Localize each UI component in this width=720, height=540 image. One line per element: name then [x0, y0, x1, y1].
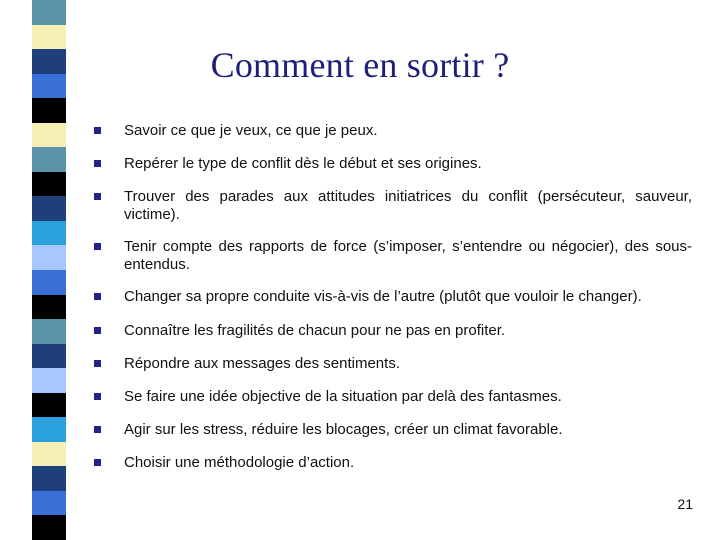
decorative-stripe [32, 442, 66, 467]
bullet-text: Se faire une idée objective de la situation par delà des fantasmes. [124, 387, 562, 405]
square-bullet-icon [94, 293, 101, 300]
bullet-text: Tenir compte des rapports de force (s’imposer, s’entendre ou négocier), des sous-entendus. [124, 238, 692, 274]
bullet-item [94, 355, 692, 373]
square-bullet-icon [94, 327, 101, 334]
decorative-stripe [32, 0, 66, 25]
square-bullet-icon [94, 426, 101, 433]
bullet-text: Trouver des parades aux attitudes initiatrices du conflit (persécuteur, sauveur, victime). [124, 188, 692, 224]
bullet-item [94, 322, 692, 340]
bullet-item [94, 238, 692, 274]
bullet-item [94, 122, 692, 140]
decorative-stripe [32, 466, 66, 491]
bullet-text: Repérer le type de conflit dès le début et ses origines. [124, 155, 482, 173]
page-number: 21 [677, 496, 693, 512]
square-bullet-icon [94, 243, 101, 250]
decorative-stripe [32, 515, 66, 540]
bullet-item [94, 454, 692, 472]
bullet-text: Répondre aux messages des sentiments. [124, 354, 400, 372]
decorative-stripe [32, 147, 66, 172]
square-bullet-icon [94, 393, 101, 400]
decorative-stripe [32, 491, 66, 516]
decorative-stripe [32, 98, 66, 123]
bullet-item [94, 388, 692, 406]
bullet-text: Changer sa propre conduite vis-à-vis de l’autre (plutôt que vouloir le changer). [124, 288, 642, 306]
decorative-stripe [32, 196, 66, 221]
decorative-stripe [32, 344, 66, 369]
decorative-stripe [32, 393, 66, 418]
decorative-stripe [32, 123, 66, 148]
decorative-stripe [32, 368, 66, 393]
bullet-text: Connaître les fragilités de chacun pour ne pas en profiter. [124, 321, 506, 339]
bullet-text: Savoir ce que je veux, ce que je peux. [124, 122, 378, 139]
decorative-stripe [32, 245, 66, 270]
bullet-item [94, 288, 692, 306]
bullet-text: Choisir une méthodologie d’action. [124, 454, 355, 472]
square-bullet-icon [94, 160, 101, 167]
decorative-stripe [32, 319, 66, 344]
decorative-stripe [32, 295, 66, 320]
decorative-stripe [32, 221, 66, 246]
bullet-list [94, 122, 692, 488]
decorative-stripe [32, 417, 66, 442]
bullet-item [94, 188, 692, 224]
square-bullet-icon [94, 459, 101, 466]
square-bullet-icon [94, 360, 101, 367]
bullet-item [94, 421, 692, 439]
square-bullet-icon [94, 127, 101, 134]
decorative-stripe [32, 270, 66, 295]
square-bullet-icon [94, 193, 101, 200]
bullet-item [94, 155, 692, 173]
slide-title: Comment en sortir ? [210, 45, 510, 85]
bullet-text: Agir sur les stress, réduire les blocages, créer un climat favorable. [124, 421, 563, 439]
decorative-stripe [32, 172, 66, 197]
